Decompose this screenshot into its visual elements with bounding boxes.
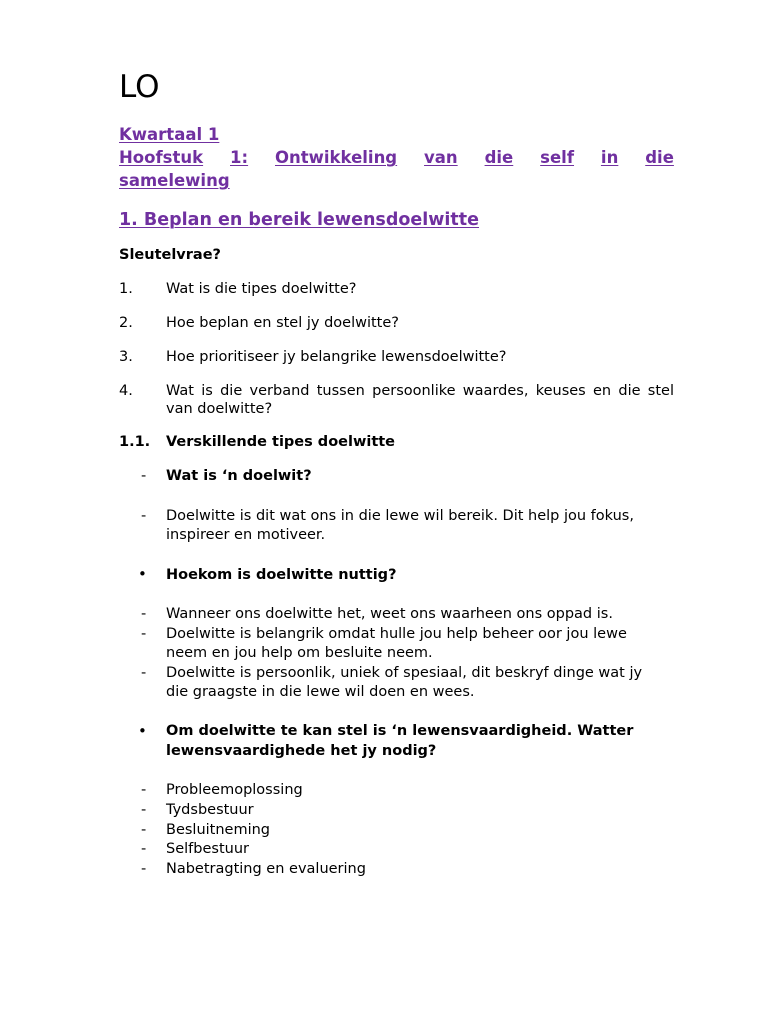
question-number: 4.	[119, 383, 133, 399]
question-number: 3.	[119, 349, 133, 365]
why-point-line1: Wanneer ons doelwitte het, weet ons waarheen ons oppad is.	[166, 606, 613, 622]
chapter-word: in	[600, 148, 619, 167]
dash-marker: -	[141, 802, 147, 818]
skill-item: Probleemoplossing	[166, 782, 303, 798]
chapter-word: van	[424, 148, 458, 167]
what-is-goal-label: Wat is ‘n doelwit?	[166, 468, 312, 484]
subsection-number: 1.1.	[119, 434, 151, 450]
chapter-word: die	[484, 148, 514, 167]
chapter-word: Hoofstuk	[119, 148, 204, 167]
life-skill-line1: Om doelwitte te kan stel is ‘n lewensvaardigheid. Watter	[166, 723, 634, 739]
dash-marker: -	[141, 626, 147, 642]
bullet-marker: •	[138, 565, 147, 583]
question-number: 1.	[119, 281, 133, 297]
dash-marker: -	[141, 508, 147, 524]
dash-marker: -	[141, 861, 147, 877]
question-text: Hoe beplan en stel jy doelwitte?	[166, 315, 399, 331]
document-title: LO	[119, 69, 160, 105]
question-text: Wat is die verband tussen persoonlike waardes, keuses en die stel van doelwitte?	[166, 383, 674, 417]
bullet-marker: •	[138, 722, 147, 740]
chapter-word: 1:	[230, 148, 249, 167]
question-number: 2.	[119, 315, 133, 331]
dash-marker: -	[141, 606, 147, 622]
question-text: Wat is die tipes doelwitte?	[166, 281, 357, 297]
skill-item: Besluitneming	[166, 822, 271, 838]
goal-definition-line2: inspireer en motiveer.	[166, 527, 326, 543]
chapter-word: self	[540, 148, 575, 167]
goal-definition-line1: Doelwitte is dit wat ons in die lewe wil bereik. Dit help jou fokus,	[166, 508, 634, 524]
section-heading: 1. Beplan en bereik lewensdoelwitte	[119, 210, 480, 230]
subsection-title: Verskillende tipes doelwitte	[166, 434, 396, 450]
why-point-line1: Doelwitte is persoonlik, uniek of spesiaal, dit beskryf dinge wat jy	[166, 665, 643, 681]
dash-marker: -	[141, 468, 147, 484]
dash-marker: -	[141, 822, 147, 838]
chapter-heading-line1	[119, 147, 674, 169]
dash-marker: -	[141, 841, 147, 857]
chapter-word: die	[645, 148, 674, 167]
skill-item: Selfbestuur	[166, 841, 249, 857]
dash-marker: -	[141, 665, 147, 681]
why-point-line2: die graagste in die lewe wil doen en wees.	[166, 684, 475, 700]
life-skill-line2: lewensvaardighede het jy nodig?	[166, 743, 437, 759]
quarter-heading: Kwartaal 1	[119, 125, 220, 144]
dash-marker: -	[141, 782, 147, 798]
key-question-label: Sleutelvrae?	[119, 247, 221, 263]
why-point-line1: Doelwitte is belangrik omdat hulle jou help beheer oor jou lewe	[166, 626, 627, 642]
skill-item: Tydsbestuur	[166, 802, 254, 818]
why-useful-label: Hoekom is doelwitte nuttig?	[166, 567, 397, 583]
question-text: Hoe prioritiseer jy belangrike lewensdoelwitte?	[166, 349, 507, 365]
chapter-heading-line2: samelewing	[119, 171, 230, 190]
skill-item: Nabetragting en evaluering	[166, 861, 366, 877]
why-point-line2: neem en jou help om besluite neem.	[166, 645, 433, 661]
chapter-word: Ontwikkeling	[275, 148, 398, 167]
